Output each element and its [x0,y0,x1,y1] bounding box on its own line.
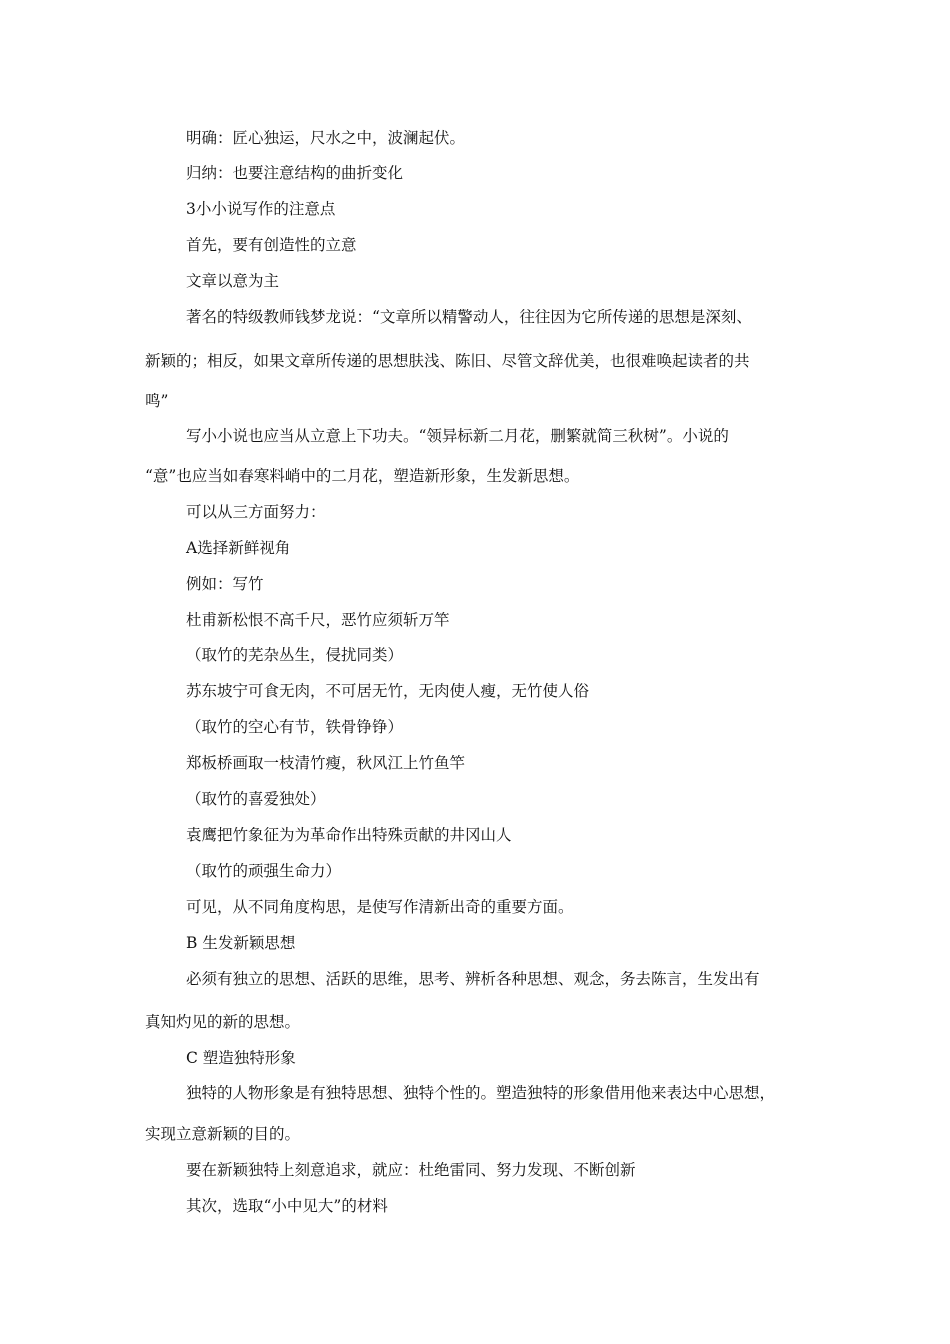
subsection-heading: C 塑造独特形象 [186,1049,296,1067]
paragraph-line: 明确：匠心独运，尺水之中，波澜起伏。 [186,129,466,147]
section-heading: 3小小说写作的注意点 [186,200,336,218]
paragraph-line: 著名的特级教师钱梦龙说：“文章所以精警动人，往往因为它所传递的思想是深刻、 [186,308,752,326]
paragraph-line: 独特的人物形象是有独特思想、独特个性的。塑造独特的形象借用他来表达中心思想， [186,1084,776,1102]
paragraph-line: 郑板桥画取一枝清竹瘦，秋风江上竹鱼竿 [186,754,466,772]
paragraph-line: 首先，要有创造性的立意 [186,236,357,254]
paragraph-line: 要在新颖独特上刻意追求，就应：杜绝雷同、努力发现、不断创新 [186,1161,636,1179]
paragraph-line: 鸣” [145,392,169,410]
paragraph-line: （取竹的顽强生命力） [186,862,342,880]
paragraph-line: 文章以意为主 [186,272,280,290]
paragraph-line: 可以从三方面努力： [186,503,326,521]
paragraph-line: 杜甫新松恨不高千尺，恶竹应须斩万竿 [186,611,450,629]
paragraph-line: 归纳：也要注意结构的曲折变化 [186,164,404,182]
paragraph-line: 实现立意新颖的目的。 [145,1125,301,1143]
subsection-heading: A选择新鲜视角 [186,539,291,557]
paragraph-line: 可见，从不同角度构思，是使写作清新出奇的重要方面。 [186,898,574,916]
paragraph-line: 新颖的；相反，如果文章所传递的思想肤浅、陈旧、尽管文辞优美，也很难唤起读者的共 [145,352,750,370]
paragraph-line: 例如：写竹 [186,575,264,593]
paragraph-line: 真知灼见的新的思想。 [145,1013,301,1031]
paragraph-line: 必须有独立的思想、活跃的思维，思考、辨析各种思想、观念，务去陈言，生发出有 [186,970,760,988]
paragraph-line: 苏东坡宁可食无肉，不可居无竹，无肉使人瘦，无竹使人俗 [186,682,590,700]
paragraph-line: 写小小说也应当从立意上下功夫。“领异标新二月花，删繁就简三秋树”。小说的 [186,427,729,445]
paragraph-line: “意”也应当如春寒料峭中的二月花，塑造新形象，生发新思想。 [145,467,580,485]
paragraph-line: （取竹的空心有节，铁骨铮铮） [186,718,404,736]
subsection-heading: B 生发新颖思想 [186,934,296,952]
paragraph-line: （取竹的喜爱独处） [186,790,326,808]
paragraph-line: 袁鹰把竹象征为为革命作出特殊贡献的井冈山人 [186,826,512,844]
paragraph-line: （取竹的芜杂丛生，侵扰同类） [186,646,404,664]
paragraph-line: 其次，选取“小中见大”的材料 [186,1197,388,1215]
